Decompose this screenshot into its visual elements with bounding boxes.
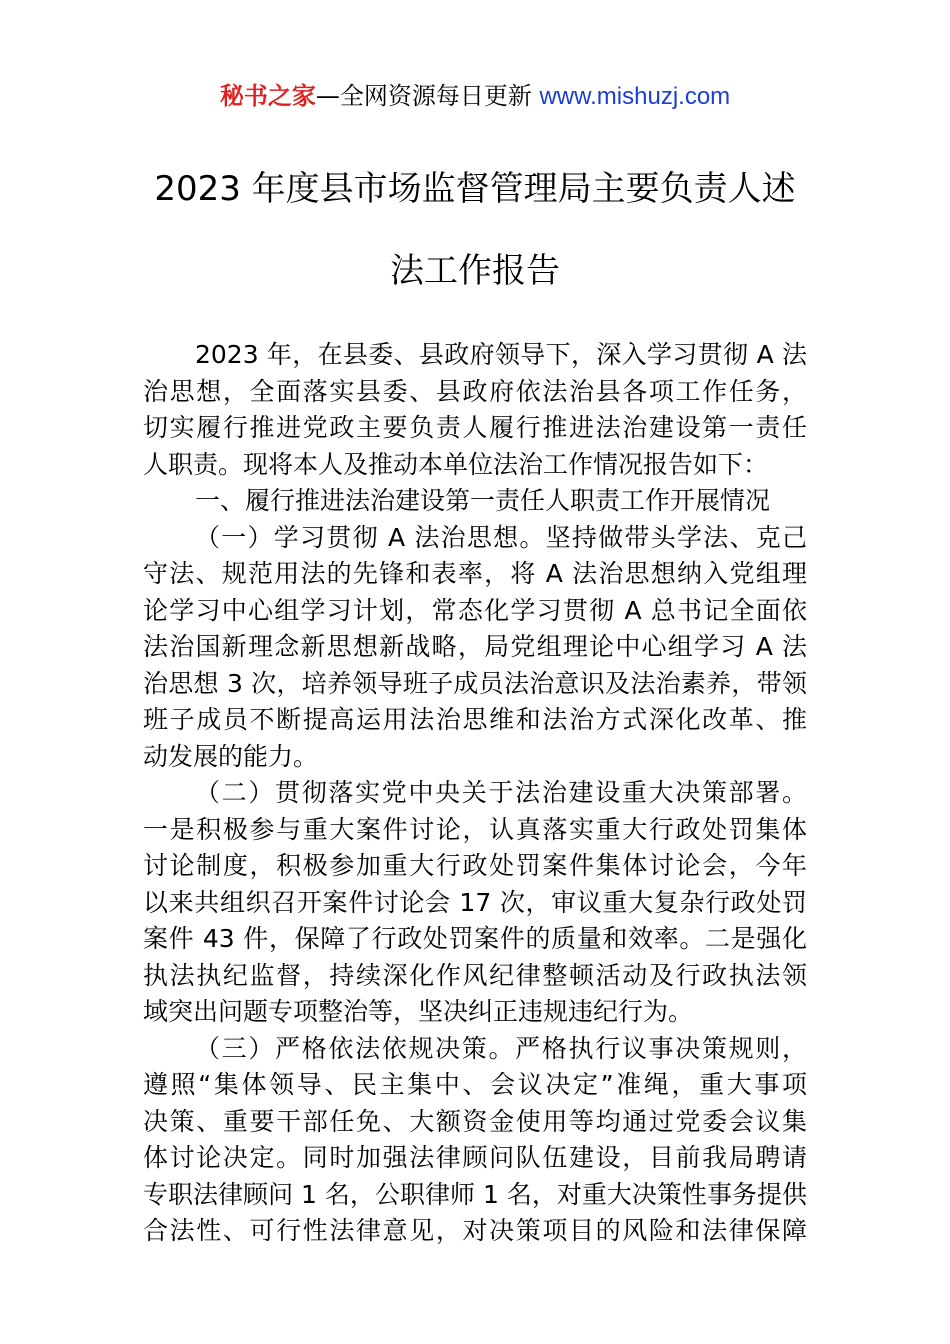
body-line: 域突出问题专项整治等，坚决纠正违规违纪行为。 [143, 997, 694, 1026]
document-title [140, 148, 810, 312]
body-line: 人职责。现将本人及推动本单位法治工作情况报告如下： [143, 449, 769, 479]
body-line: 以来共组织召开案件讨论会 17 次，审议重大复杂行政处罚 [143, 887, 807, 917]
body-line: 守法、规范用法的先锋和表率，将 A 法治思想纳入党组理 [143, 559, 807, 588]
body-line: 专职法律顾问 1 名，公职律师 1 名，对重大决策性事务提供 [143, 1179, 807, 1209]
body-line: 班子成员不断提高运用法治思维和法治方式深化改革、推 [143, 705, 807, 734]
body-line: 一是积极参与重大案件讨论，认真落实重大行政处罚集体 [143, 814, 807, 844]
body-line: 案件 43 件，保障了行政处罚案件的质量和效率。二是强化 [143, 924, 807, 953]
body-line: 体讨论决定。同时加强法律顾问队伍建设，目前我局聘请 [143, 1143, 807, 1172]
body-line: 2023 年，在县委、县政府领导下，深入学习贯彻 A 法 [195, 340, 807, 369]
title-line-1: 2023 年度县市场监督管理局主要负责人述 [154, 169, 796, 209]
body-line: 遵照“集体领导、民主集中、会议决定”准绳，重大事项 [143, 1070, 807, 1099]
body-line: 论学习中心组学习计划，常态化学习贯彻 A 总书记全面依 [143, 595, 807, 625]
body-line: 切实履行推进党政主要负责人履行推进法治建设第一责任 [143, 413, 807, 442]
body-line: 法治国新理念新思想新战略，局党组理论中心组学习 A 法 [143, 632, 807, 661]
title-line-2: 法工作报告 [390, 251, 560, 291]
body-line: 合法性、可行性法律意见，对决策项目的风险和法律保障 [143, 1216, 807, 1245]
site-brand: 秘书之家 [219, 82, 316, 110]
body-line: 治思想，全面落实县委、县政府依法治县各项工作任务， [143, 376, 807, 406]
section-heading: 一、履行推进法治建设第一责任人职责工作开展情况 [195, 486, 771, 515]
body-line: （二）贯彻落实党中央关于法治建设重大决策部署。 [195, 778, 807, 807]
site-tagline: —全网资源每日更新 [315, 82, 540, 110]
body-line: （一）学习贯彻 A 法治思想。坚持做带头学法、克己 [195, 522, 807, 552]
body-line: 治思想 3 次，培养领导班子成员法治意识及法治素养，带领 [143, 668, 807, 698]
body-line: 讨论制度，积极参加重大行政处罚案件集体讨论会，今年 [143, 851, 807, 880]
body-line: 决策、重要干部任免、大额资金使用等均通过党委会议集 [143, 1106, 807, 1136]
document-body [143, 337, 807, 1250]
body-line: 执法执纪监督，持续深化作风纪律整顿活动及行政执法领 [143, 960, 807, 990]
body-line: 动发展的能力。 [143, 741, 319, 771]
site-url-link[interactable]: www.mishuzj.com [539, 83, 731, 110]
body-line: （三）严格依法依规决策。严格执行议事决策规则， [195, 1033, 807, 1063]
site-header [0, 78, 950, 115]
